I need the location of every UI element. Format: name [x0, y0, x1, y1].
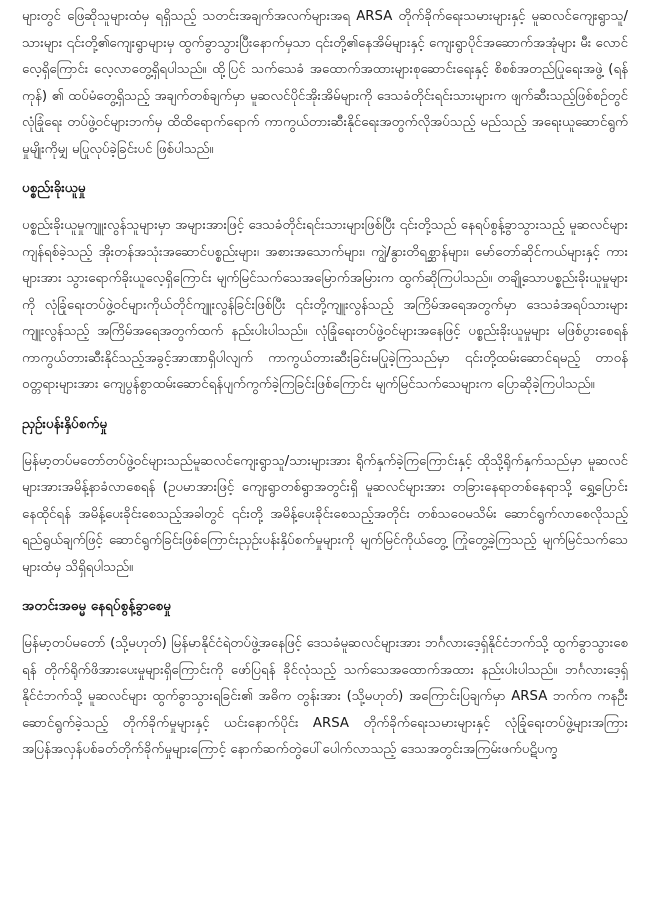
- section-heading-forced-displacement: အတင်းအဓမ္မ နေရပ်စွန့်ခွာစေမှု: [22, 598, 171, 614]
- section-heading-intimidation: ညှဉ်းပန်းနှိပ်စက်မှု: [22, 415, 108, 432]
- forced-displacement-paragraph: မြန်မာ့တပ်မတော် (သို့မဟုတ်) မြန်မာနိုင်ငံရဲတပ်ဖွဲ့အနေဖြင့် ဒေသခံမူဆလင်များအား ဘင်္ဂလားဒေ့ရှ်နိုင်ငံဘက်သို့ ထွက်ခွာသွားစေရန် တိုက်ရိုက်ဖိအားပေးမှုများရှိကြောင်းကို ဖော်ပြရန် ခိုင်လုံသည့် သက်သေအထောက်အထား နည်းပါးပါသည်။ ဘင်္ဂလားဒေ့ရှ်နိုင်ငံဘက်သို့ မူဆလင်များ ထွက်ခွာသွားရခြင်း၏ အဓိက တွန်းအား (သို့မဟုတ်) အကြောင်းပြချက်မှာ ARSA ဘက်က ကနဦးဆောင်ရွက်ခဲ့သည့် တိုက်ခိုက်မှုများနှင့် ယင်းနောက်ပိုင်း ARSA တိုက်ခိုက်ရေးသမားများနှင့် လုံခြုံရေးတပ်ဖွဲ့များအကြား အပြန်အလှန်ပစ်ခတ်တိုက်ခိုက်မှုများကြောင့် နောက်ဆက်တွဲပေါ်ပေါက်လာသည့် ဒေသအတွင်းအကြမ်းဖက်ပဋိပက္ခ: [22, 636, 628, 757]
- looting-paragraph: ပစ္စည်းခိုးယူမှုကျူးလွန်သူများမှာ အများအားဖြင့် ဒေသခံတိုင်းရင်းသားများဖြစ်ပြီး ၎င်းတို့သည် နေရပ်စွန့်ခွာသွားသည့် မူဆလင်များကျန်ရစ်ခဲ့သည့် အိုးတန်အသုံးအဆောင်ပစ္စည်းများ၊ အစားအသောက်များ၊ ကျွဲ/နွားတိရစ္ဆာန်များ၊ မော်တော်ဆိုင်ကယ်များနှင့် ကားများအား သွားရောက်ခိုးယူလေ့ရှိကြောင်း မျက်မြင်သက်သေအမြောက်အမြားက ထွက်ဆိုကြပါသည်။ တချို့သောပစ္စည်းခိုးယူမှုများကို လုံခြုံရေးတပ်ဖွဲ့ဝင်များကိုယ်တိုင်ကျူးလွန်ခြင်းဖြစ်ပြီး ၎င်းတို့ကျူးလွန်သည့် အကြိမ်အရေအတွက်မှာ ဒေသခံအရပ်သားများကျူးလွန်သည့် အကြိမ်အရေအတွက်ထက် နည်းပါးပါသည်။ လုံခြုံရေးတပ်ဖွဲ့ဝင်များအနေဖြင့် ပစ္စည်းခိုးယူမှုများ မဖြစ်ပွားစေရန် ကာကွယ်တားဆီးနိုင်သည့်အခွင့်အာဏာရှိပါလျက် ကာကွယ်တားဆီးခြင်းမပြုခဲ့ကြသည်မှာ ၎င်းတို့ထမ်းဆောင်ရမည့် တာဝန်ဝတ္တရားများအား ကျေပွန်စွာထမ်းဆောင်ရန်ပျက်ကွက်ခဲ့ကြခြင်းဖြစ်ကြောင်း မျက်မြင်သက်သေများက ပြောဆိုခဲ့ကြပါသည်။: [22, 218, 628, 392]
- paragraph-gap: [22, 581, 628, 593]
- heading-gap: [22, 437, 628, 449]
- heading-gap: [22, 201, 628, 213]
- paragraph-gap: [22, 163, 628, 175]
- intro-paragraph: များတွင် ဖြေဆိုသူများထံမှ ရရှိသည့် သတင်းအချက်အလက်များအရ ARSA တိုက်ခိုက်ရေးသမားများနှင့် မူဆလင်ကျေးရွာသူ/သားများ ၎င်းတို့၏ကျေးရွာများမှ ထွက်ခွာသွားပြီးနောက်မှသာ ၎င်းတို့၏နေအိမ်များနှင့် ကျေးရွာပိုင်အဆောက်အအုံများ မီး လောင်လေ့ရှိကြောင်း လေ့လာတွေ့ရှိရပါသည်။ ထို့ပြင် သက်သေခံ အထောက်အထားများစုဆောင်းရေးနှင့် စိစစ်အတည်ပြုရေးအဖွဲ့ (ရန်ကုန်) ၏ ထပ်မံတွေ့ရှိသည့် အချက်တစ်ချက်မှာ မူဆလင်ပိုင်အိုးအိမ်များကို ဒေသခံတိုင်းရင်းသားများက ဖျက်ဆီးသည့်ဖြစ်စဉ်တွင် လုံခြုံရေး တပ်ဖွဲ့ဝင်များဘက်မှ ထိထိရောက်ရောက် ကာကွယ်တားဆီးနိုင်ရေးအတွက်လိုအပ်သည့် မည်သည့် အရေးယူဆောင်ရွက်မှုမျိုးကိုမျှ မပြုလုပ်ခဲ့ခြင်းပင် ဖြစ်ပါသည်။: [22, 9, 628, 157]
- paragraph-gap: [22, 399, 628, 411]
- section-heading-looting: ပစ္စည်းခိုးယူမှု: [22, 180, 86, 196]
- intimidation-paragraph: မြန်မာ့တပ်မတော်တပ်ဖွဲ့ဝင်များသည်မူဆလင်ကျေးရွာသူ/သားများအား ရိုက်နှက်ခဲ့ကြကြောင်းနှင့် ထိုသို့ရိုက်နှက်သည်မှာ မူဆလင်များအားအမိန့်နာခံလာစေရန် (ဥပမာအားဖြင့် ကျေးရွာတစ်ရွာအတွင်းရှိ မူဆလင်များအား တခြားနေရာတစ်နေရာသို့ ရွှေ့ပြောင်းနေထိုင်ရန် အမိန့်ပေးခိုင်းစေသည့်အခါတွင် ၎င်းတို့ အမိန့်ပေးခိုင်းစေသည့်အတိုင်း တစ်သဝေမသိမ်း ဆောင်ရွက်လာစေလိုသည့် ရည်ရွယ်ချက်ဖြင့် ဆောင်ရွက်ခြင်းဖြစ်ကြောင်းညှဉ်းပန်းနှိပ်စက်မှုများကို မျက်မြင်ကိုယ်တွေ့ ကြုံတွေ့ခဲ့ကြသည့် မျက်မြင်သက်သေများထံမှ သိရှိရပါသည်။: [22, 453, 628, 575]
- heading-gap: [22, 619, 628, 631]
